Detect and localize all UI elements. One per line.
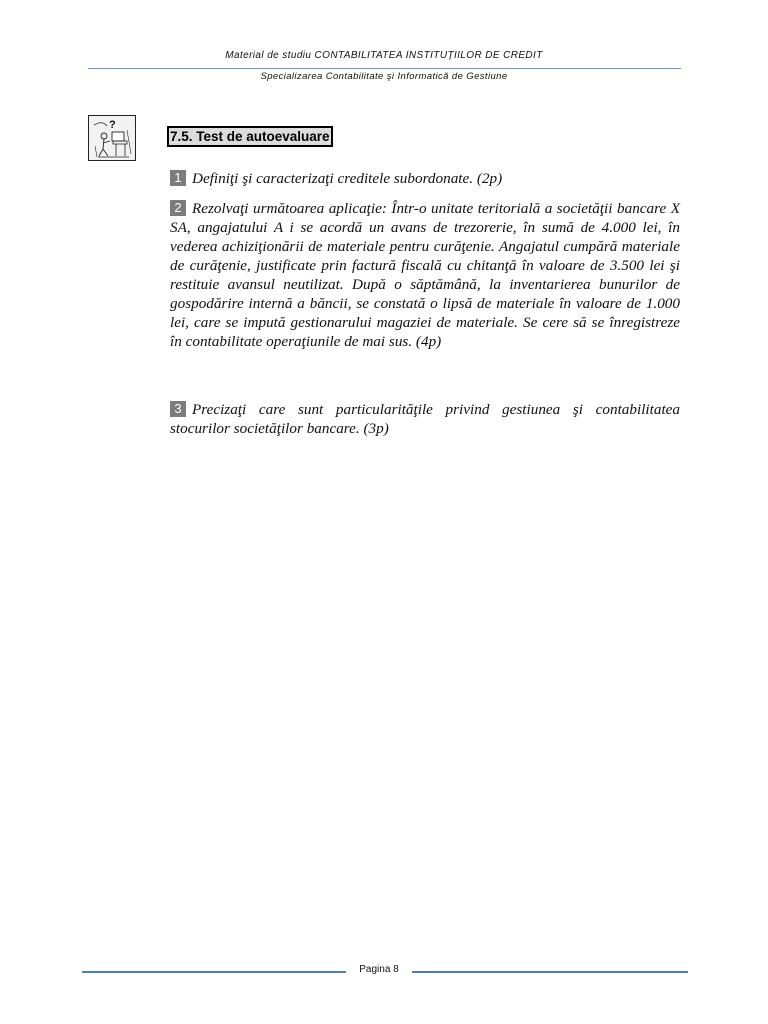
header-subtitle: Specializarea Contabilitate şi Informatică de Gestiune [260,71,508,82]
page-number: Pagina 8 [359,964,399,975]
question-1 [170,169,680,188]
footer-divider-left [82,971,346,973]
footer-divider-right [412,971,688,973]
section-title: 7.5. Test de autoevaluare [167,126,333,147]
question-text: Definiţi şi caracterizaţi creditele subordonate. (2p) [192,170,503,187]
question-text: Rezolvaţi următoarea aplicaţie: Într-o unitate teritorială a societăţii bancare X SA, angajatului A i se acordă un avans de trezorerie, în sumă de 4.000 lei, în vederea achiziţionării de materiale pentru curăţenie. Angajatul cumpără materiale de curăţenie, justificate prin factură fiscală cu chitanţă în valoare de 3.500 lei şi restituie avansul neutilizat. După o săptămână, la inventarierea bunurilor de gospodărire internă a băncii, se constată o lipsă de materiale în valoare de 1.000 lei, care se impută gestionarului magaziei de materiale. Se cere să se înregistreze în contabilitate operaţiunile de mai sus. (4p) [170,200,680,350]
header-title: Material de studiu CONTABILITATEA INSTITUȚIILOR DE CREDIT [225,50,543,61]
question-number: 1 [170,170,186,186]
question-text: Precizaţi care sunt particularităţile privind gestiunea şi contabilitatea stocurilor societăţilor bancare. (3p) [170,401,680,437]
question-2 [170,199,680,351]
question-3 [170,400,680,438]
question-number: 3 [170,401,186,417]
header-divider [88,68,681,69]
self-assessment-icon [88,115,136,161]
svg-text:?: ? [109,119,116,131]
question-number: 2 [170,200,186,216]
